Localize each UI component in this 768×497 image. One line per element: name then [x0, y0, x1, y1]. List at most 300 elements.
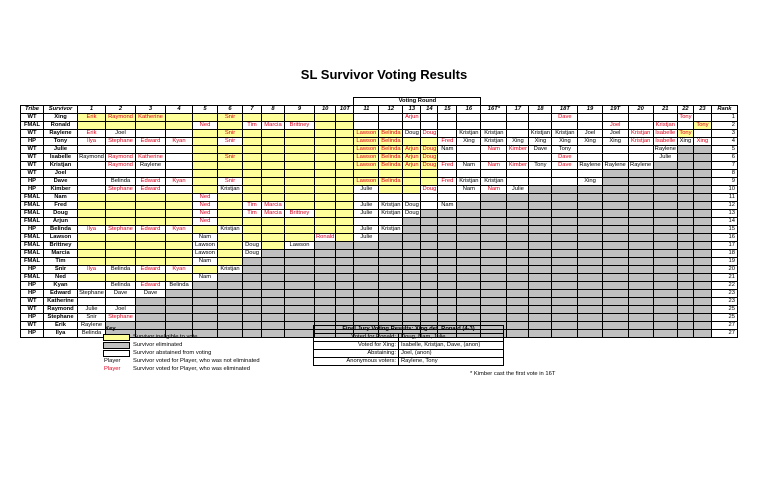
survivor-name-cell: Ilya	[44, 330, 78, 338]
tribe-cell: FMAL	[21, 242, 44, 250]
vote-cell	[243, 274, 262, 282]
vote-cell	[315, 202, 336, 210]
vote-cell	[421, 266, 438, 274]
vote-cell: Arjun	[403, 162, 421, 170]
vote-cell	[136, 202, 166, 210]
vote-cell	[481, 154, 507, 162]
vote-cell: Xing	[693, 138, 711, 146]
vote-cell: Kimber	[508, 146, 528, 152]
vote-cell	[457, 306, 481, 314]
vote-cell	[336, 210, 354, 218]
vote-cell	[677, 146, 693, 154]
vote-cell: Erik	[78, 130, 106, 138]
vote-cell	[285, 138, 315, 146]
vote-cell	[602, 298, 628, 306]
jury-value: Joel, (anon)	[399, 350, 504, 358]
vote-cell	[421, 258, 438, 266]
rank-cell: 21	[711, 274, 737, 282]
vote-cell	[193, 170, 218, 178]
vote-cell	[166, 298, 193, 306]
vote-cell	[336, 250, 354, 258]
vote-cell: Fred	[438, 138, 457, 146]
vote-cell: Dave	[552, 154, 578, 162]
vote-cell	[262, 114, 285, 122]
vote-cell	[602, 290, 628, 298]
vote-cell	[166, 258, 193, 266]
vote-cell	[193, 114, 218, 122]
vote-cell	[106, 242, 136, 250]
vote-cell	[285, 226, 315, 234]
rank-cell: 16	[711, 234, 737, 242]
survivor-name-cell: Arjun	[44, 218, 78, 226]
vote-cell	[457, 114, 481, 122]
vote-cell	[136, 146, 166, 154]
vote-cell: Belinda	[106, 282, 136, 290]
vote-cell	[354, 242, 379, 250]
vote-cell	[421, 194, 438, 202]
jury-row	[314, 350, 504, 358]
table-row	[21, 218, 738, 226]
vote-cell	[653, 186, 677, 194]
column-header: 11	[354, 106, 379, 114]
rank-cell: 13	[711, 210, 737, 218]
vote-cell: Julie	[354, 186, 379, 194]
vote-cell	[379, 242, 403, 250]
survivor-name-cell: Ned	[44, 274, 78, 282]
vote-cell	[677, 266, 693, 274]
table-row	[21, 234, 738, 242]
survivor-name-cell: Joel	[44, 170, 78, 178]
jury-row	[314, 334, 504, 342]
column-header: 23	[693, 106, 711, 114]
vote-cell	[315, 226, 336, 234]
vote-cell	[315, 178, 336, 186]
vote-cell	[677, 122, 693, 130]
vote-cell	[403, 242, 421, 250]
vote-cell	[653, 330, 677, 338]
key-item	[103, 365, 260, 373]
key-label: Survivor ineligible to vote	[133, 334, 198, 340]
vote-cell	[552, 290, 578, 298]
vote-cell	[628, 226, 653, 234]
rank-cell: 4	[711, 138, 737, 146]
vote-cell	[262, 170, 285, 178]
vote-cell: Julie	[507, 186, 529, 194]
vote-cell	[653, 162, 677, 170]
vote-cell	[438, 194, 457, 202]
vote-cell	[578, 218, 602, 226]
vote-cell	[166, 242, 193, 250]
vote-cell: Kristjan	[379, 202, 403, 210]
vote-cell	[529, 114, 552, 122]
survivor-name-cell: Marcia	[44, 250, 78, 258]
vote-cell	[457, 122, 481, 130]
vote-cell: Brittney	[285, 210, 315, 218]
footnote: * Kimber cast the first vote in 16T	[470, 371, 556, 377]
vote-cell: Belinda	[379, 138, 403, 146]
vote-cell	[379, 298, 403, 306]
vote-cell	[336, 186, 354, 194]
vote-cell	[243, 186, 262, 194]
vote-cell	[457, 226, 481, 234]
tribe-cell: HP	[21, 290, 44, 298]
vote-cell	[602, 258, 628, 266]
vote-cell	[653, 218, 677, 226]
vote-cell: Ned	[193, 202, 218, 210]
vote-cell: Dave	[106, 290, 136, 298]
vote-cell	[315, 266, 336, 274]
vote-cell	[379, 282, 403, 290]
vote-cell: Belinda	[106, 178, 136, 186]
vote-cell	[166, 122, 193, 130]
vote-cell: Tim	[243, 202, 262, 210]
vote-cell	[677, 314, 693, 322]
vote-cell	[602, 330, 628, 338]
vote-cell: Stephane	[106, 226, 136, 234]
vote-cell	[693, 146, 711, 154]
vote-cell	[218, 242, 243, 250]
vote-cell	[552, 242, 578, 250]
vote-cell	[481, 258, 507, 266]
vote-cell	[285, 282, 315, 290]
vote-cell	[336, 178, 354, 186]
vote-cell	[285, 258, 315, 266]
vote-cell: Tony	[693, 122, 711, 130]
vote-cell	[166, 170, 193, 178]
vote-cell	[315, 274, 336, 282]
vote-cell	[693, 202, 711, 210]
vote-cell: Doug	[403, 210, 421, 218]
vote-cell	[602, 114, 628, 122]
vote-cell: Raylene	[136, 162, 166, 170]
vote-cell: Ned	[193, 218, 218, 226]
vote-cell	[693, 162, 711, 170]
vote-cell	[653, 322, 677, 330]
survivor-name-cell: Fred	[44, 202, 78, 210]
key-label: Survivor eliminated	[133, 342, 183, 348]
vote-cell	[315, 218, 336, 226]
vote-cell	[677, 178, 693, 186]
rank-cell: 22	[711, 282, 737, 290]
tribe-cell: FMAL	[21, 122, 44, 130]
vote-cell	[529, 250, 552, 258]
vote-cell	[354, 170, 379, 178]
vote-cell	[315, 170, 336, 178]
vote-cell	[166, 314, 193, 322]
vote-cell	[403, 250, 421, 258]
vote-cell	[438, 250, 457, 258]
vote-cell: Kimber	[508, 162, 528, 168]
vote-cell: Isabelle	[653, 138, 677, 146]
vote-cell	[693, 226, 711, 234]
vote-cell	[653, 194, 677, 202]
vote-cell	[315, 314, 336, 322]
vote-cell: Nam	[481, 162, 507, 170]
vote-cell: Dave	[136, 290, 166, 298]
vote-cell	[285, 330, 315, 338]
vote-cell: Stephane	[106, 314, 136, 322]
vote-cell	[578, 274, 602, 282]
vote-cell	[262, 322, 285, 330]
vote-cell	[602, 306, 628, 314]
vote-cell	[106, 194, 136, 202]
vote-cell	[166, 274, 193, 282]
survivor-name-cell: Raymond	[44, 306, 78, 314]
vote-cell: Kyan	[166, 266, 193, 274]
table-row	[21, 154, 738, 162]
vote-cell	[529, 298, 552, 306]
vote-cell	[336, 194, 354, 202]
vote-cell	[507, 114, 529, 122]
vote-cell: Kristjan	[481, 178, 507, 186]
vote-cell	[529, 242, 552, 250]
vote-cell	[315, 298, 336, 306]
table-row	[21, 194, 738, 202]
vote-cell	[136, 170, 166, 178]
vote-cell: Ilya	[78, 226, 106, 234]
vote-cell	[507, 298, 529, 306]
vote-cell	[315, 162, 336, 170]
tribe-cell: WT	[21, 114, 44, 122]
final-jury-results-table	[313, 325, 504, 366]
vote-cell	[628, 298, 653, 306]
vote-cell: Edward	[136, 282, 166, 290]
rank-cell: 9	[711, 178, 737, 186]
vote-cell	[677, 298, 693, 306]
vote-cell	[677, 186, 693, 194]
vote-cell	[218, 314, 243, 322]
vote-cell: Lawson	[354, 162, 379, 170]
table-row	[21, 202, 738, 210]
vote-cell	[653, 226, 677, 234]
jury-value: Raylene, Tony	[399, 358, 504, 366]
vote-cell	[552, 266, 578, 274]
vote-cell: Edward	[136, 226, 166, 234]
tribe-cell: FMAL	[21, 250, 44, 258]
vote-cell: Xing	[578, 178, 602, 186]
column-header: 7	[243, 106, 262, 114]
vote-cell	[315, 282, 336, 290]
vote-cell	[507, 242, 529, 250]
jury-row	[314, 358, 504, 366]
table-row	[21, 226, 738, 234]
vote-cell	[457, 282, 481, 290]
vote-cell: Belinda	[379, 146, 403, 154]
vote-cell	[693, 178, 711, 186]
key-label: Survivor voted for Player, who was eliminated	[133, 366, 250, 372]
vote-cell	[354, 250, 379, 258]
vote-cell: Kyan	[166, 226, 193, 234]
vote-cell	[136, 194, 166, 202]
vote-cell: Edward	[136, 186, 166, 194]
vote-cell	[677, 290, 693, 298]
vote-cell	[421, 226, 438, 234]
jury-title: Final Jury Voting Results: Xing def. Ronald (4-3)	[314, 326, 504, 334]
vote-cell	[421, 218, 438, 226]
vote-cell: Raymond	[79, 154, 104, 160]
rank-cell: 8	[711, 170, 737, 178]
vote-cell: Ilya	[78, 138, 106, 146]
column-header: 17	[507, 106, 529, 114]
vote-cell: Julie	[653, 154, 677, 162]
vote-cell	[481, 306, 507, 314]
vote-cell	[507, 306, 529, 314]
column-header: 1	[78, 106, 106, 114]
vote-cell	[285, 314, 315, 322]
vote-cell	[529, 178, 552, 186]
vote-cell	[421, 122, 438, 130]
tribe-cell: FMAL	[21, 218, 44, 226]
vote-cell: Lawson	[193, 242, 218, 250]
vote-cell	[78, 202, 106, 210]
vote-cell	[285, 178, 315, 186]
vote-cell: Xing	[507, 138, 529, 146]
vote-cell	[693, 306, 711, 314]
vote-cell	[552, 282, 578, 290]
vote-cell	[552, 298, 578, 306]
vote-cell	[552, 258, 578, 266]
vote-cell	[218, 298, 243, 306]
vote-cell: Arjun	[403, 146, 421, 154]
column-header: Tribe	[21, 106, 44, 114]
vote-cell	[421, 202, 438, 210]
rank-cell: 7	[711, 162, 737, 170]
vote-cell	[421, 274, 438, 282]
vote-cell	[243, 226, 262, 234]
key-title: Key	[105, 326, 116, 332]
vote-cell: Nam	[193, 234, 218, 242]
vote-cell	[379, 266, 403, 274]
table-row	[21, 170, 738, 178]
vote-cell	[693, 242, 711, 250]
vote-cell	[262, 138, 285, 146]
vote-cell	[243, 218, 262, 226]
survivor-name-cell: Erik	[44, 322, 78, 330]
vote-cell	[602, 322, 628, 330]
vote-cell: Tony	[679, 130, 692, 136]
vote-cell	[243, 298, 262, 306]
vote-cell: Kristjan	[653, 122, 677, 130]
vote-cell	[78, 282, 106, 290]
vote-cell	[193, 186, 218, 194]
column-header: 10T	[336, 106, 354, 114]
vote-cell	[677, 258, 693, 266]
vote-cell	[421, 306, 438, 314]
vote-cell	[481, 266, 507, 274]
vote-cell	[285, 290, 315, 298]
voting-results-table	[20, 97, 738, 338]
column-header: Survivor	[44, 106, 78, 114]
vote-cell	[336, 306, 354, 314]
vote-cell	[628, 242, 653, 250]
tribe-cell: HP	[21, 186, 44, 194]
vote-cell	[457, 298, 481, 306]
survivor-name-cell: Doug	[44, 210, 78, 218]
vote-cell	[677, 226, 693, 234]
vote-cell	[529, 170, 552, 178]
vote-cell: Tim	[243, 210, 262, 218]
vote-cell	[262, 298, 285, 306]
vote-cell	[507, 170, 529, 178]
vote-cell	[285, 298, 315, 306]
vote-cell	[628, 154, 653, 162]
vote-cell	[438, 170, 457, 178]
vote-cell	[653, 314, 677, 322]
vote-cell: Marcia	[262, 210, 285, 218]
vote-cell	[529, 314, 552, 322]
vote-cell	[693, 266, 711, 274]
vote-cell: Nam	[457, 186, 481, 194]
vote-cell	[136, 130, 166, 138]
vote-cell: Snir	[218, 114, 243, 122]
table-row	[21, 306, 738, 314]
vote-cell	[653, 234, 677, 242]
vote-cell	[218, 162, 243, 170]
vote-cell	[438, 218, 457, 226]
vote-cell	[78, 146, 106, 154]
vote-cell	[552, 330, 578, 338]
vote-cell	[628, 114, 653, 122]
vote-cell	[78, 250, 106, 258]
vote-cell	[578, 122, 602, 130]
vote-cell	[421, 114, 438, 122]
vote-cell	[628, 314, 653, 322]
vote-cell	[262, 274, 285, 282]
vote-cell	[421, 170, 438, 178]
vote-cell: Katherine	[136, 154, 166, 162]
vote-cell	[315, 290, 336, 298]
vote-cell	[403, 178, 421, 186]
vote-cell	[578, 202, 602, 210]
vote-cell	[262, 250, 285, 258]
key-swatch	[103, 342, 130, 349]
vote-cell	[262, 130, 285, 138]
vote-cell	[457, 234, 481, 242]
vote-cell	[166, 186, 193, 194]
vote-cell	[166, 194, 193, 202]
vote-cell	[262, 266, 285, 274]
tribe-cell: FMAL	[21, 210, 44, 218]
vote-cell	[421, 298, 438, 306]
vote-cell	[336, 234, 354, 242]
vote-cell	[193, 138, 218, 146]
vote-cell	[457, 290, 481, 298]
vote-cell	[628, 178, 653, 186]
vote-cell	[507, 210, 529, 218]
vote-cell: Marcia	[262, 202, 285, 210]
vote-cell	[438, 234, 457, 242]
vote-cell	[693, 154, 711, 162]
vote-cell	[285, 170, 315, 178]
vote-cell	[693, 322, 711, 330]
table-row	[21, 282, 738, 290]
table-row	[21, 138, 738, 146]
vote-cell	[379, 250, 403, 258]
vote-cell	[602, 226, 628, 234]
vote-cell	[136, 250, 166, 258]
vote-cell	[552, 234, 578, 242]
vote-cell	[403, 306, 421, 314]
table-row	[21, 298, 738, 306]
vote-cell	[166, 146, 193, 154]
vote-cell	[354, 282, 379, 290]
vote-cell	[315, 258, 336, 266]
vote-cell	[552, 306, 578, 314]
vote-cell	[78, 298, 106, 306]
vote-cell: Xing	[529, 138, 552, 146]
vote-cell	[578, 154, 602, 162]
vote-cell: Stephane	[79, 290, 104, 296]
